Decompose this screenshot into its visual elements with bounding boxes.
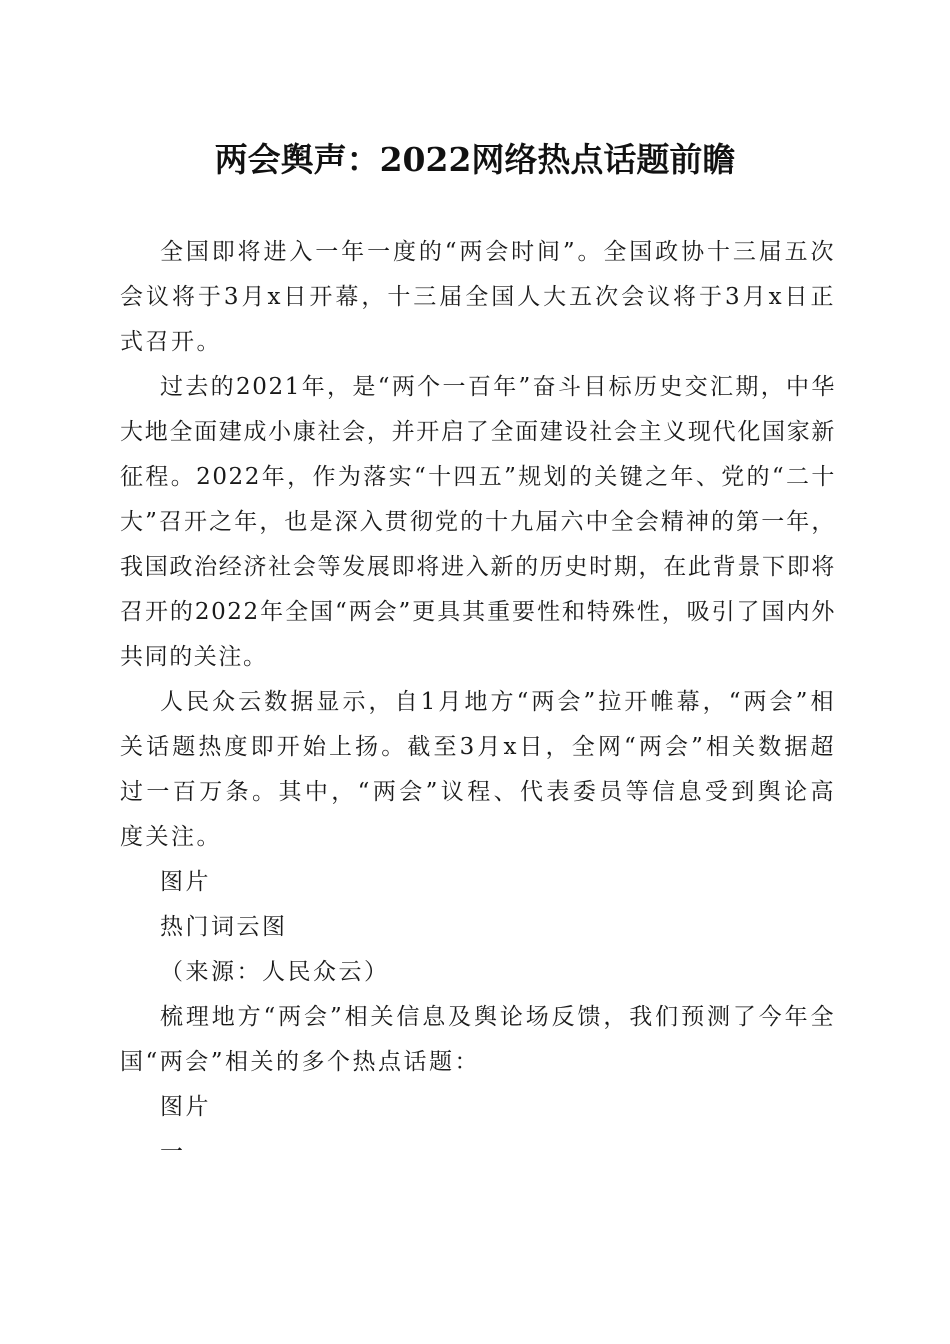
image-source: （来源：人民众云） bbox=[160, 959, 390, 985]
section-number: 一 bbox=[160, 1139, 186, 1165]
image-placeholder-2: 图片 bbox=[160, 1094, 211, 1120]
image-caption: 热门词云图 bbox=[160, 914, 288, 940]
document-body bbox=[120, 230, 836, 1175]
paragraph-intro: 全国即将进入一年一度的“两会时间”。全国政协十三届五次会议将于3月x日开幕，十三届全国人大五次会议将于3月x日正式召开。 bbox=[120, 239, 836, 355]
paragraph-data: 人民众云数据显示，自1月地方“两会”拉开帷幕，“两会”相关话题热度即开始上扬。截至3月x日，全网“两会”相关数据超过一百万条。其中，“两会”议程、代表委员等信息受到舆论高度关注。 bbox=[120, 689, 836, 850]
paragraph-forecast: 梳理地方“两会”相关信息及舆论场反馈，我们预测了今年全国“两会”相关的多个热点话题： bbox=[120, 1004, 836, 1075]
paragraph-background: 过去的2021年，是“两个一百年”奋斗目标历史交汇期，中华大地全面建成小康社会，并开启了全面建设社会主义现代化国家新征程。2022年，作为落实“十四五”规划的关键之年、党的“二十大”召开之年，也是深入贯彻党的十九届六中全会精神的第一年，我国政治经济社会等发展即将进入新的历史时期，在此背景下即将召开的2022年全国“两会”更具其重要性和特殊性，吸引了国内外共同的关注。 bbox=[120, 374, 836, 670]
image-placeholder-1: 图片 bbox=[160, 869, 211, 895]
document-title: 两会舆声：2022网络热点话题前瞻 bbox=[214, 140, 736, 179]
